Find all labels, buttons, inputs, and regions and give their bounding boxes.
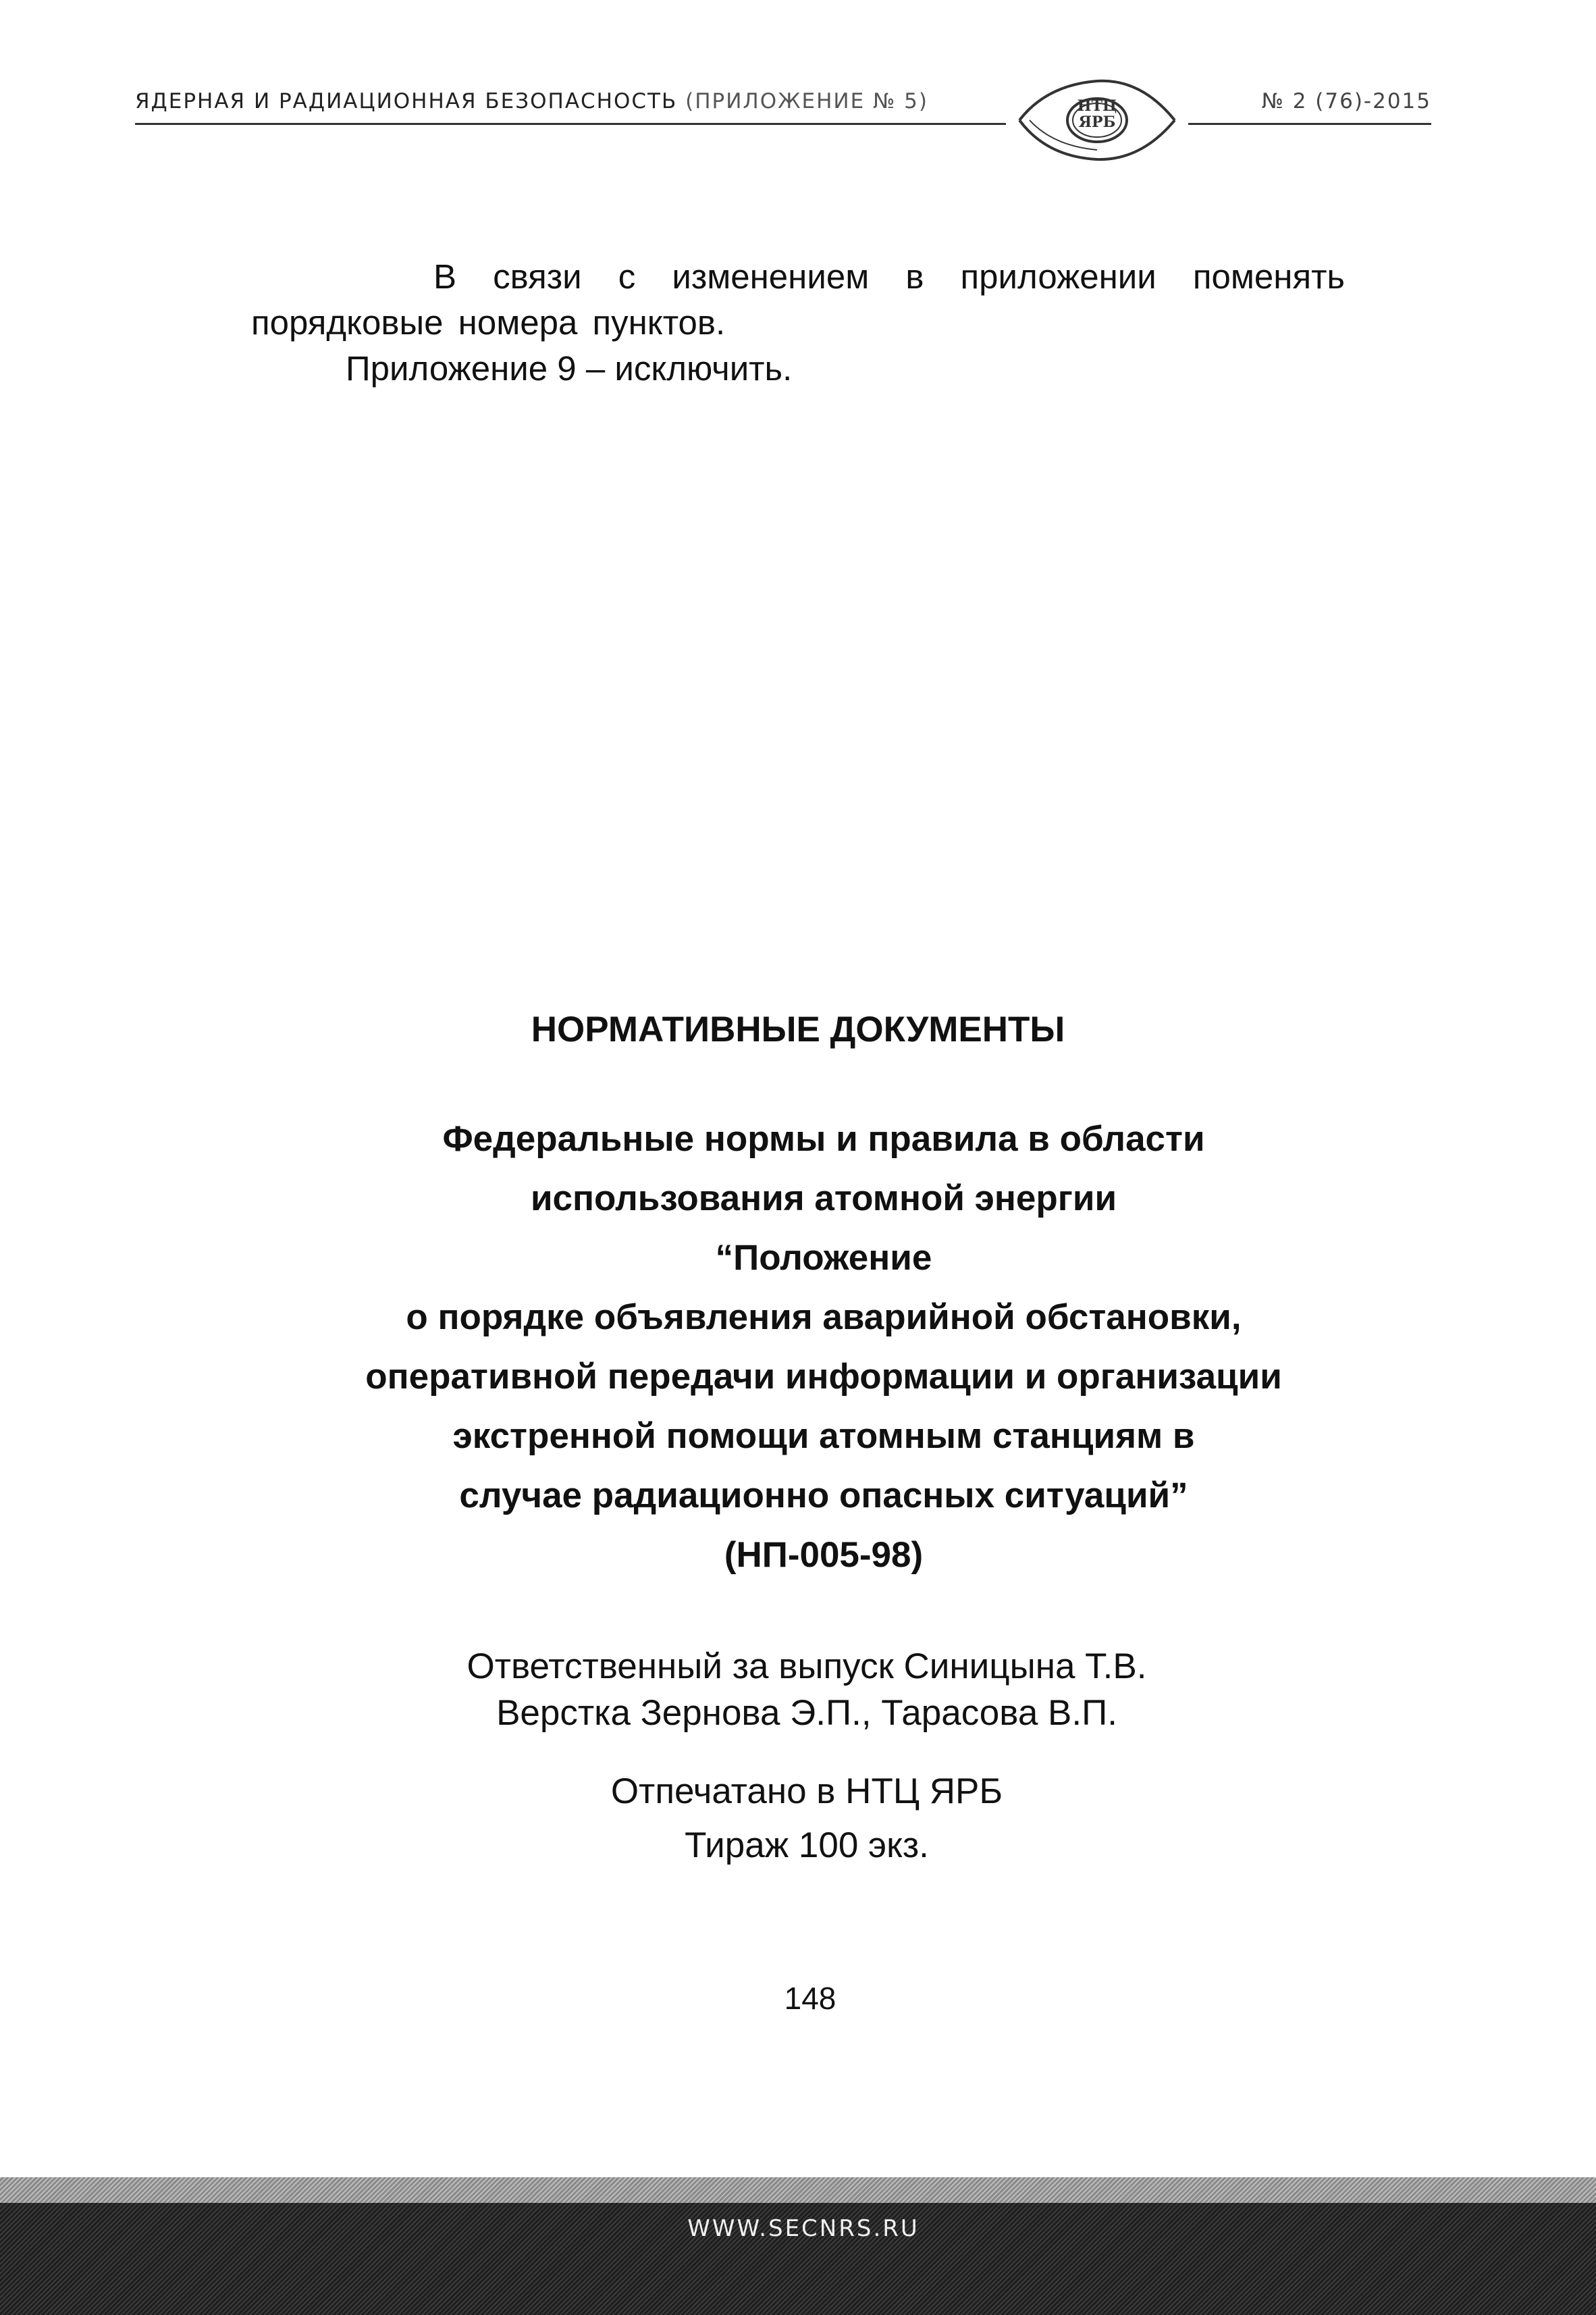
journal-title [135, 89, 928, 113]
page-number: 148 [784, 1981, 836, 2016]
circulation: Тираж 100 экз. [685, 1825, 929, 1865]
issue-number: № 2 (76)-2015 [1261, 89, 1431, 113]
intro-paragraph-1: В связи с изменением в приложении поменять порядковые номера пунктов. [251, 257, 1345, 342]
document-title [223, 1110, 1425, 1585]
intro-paragraph-2: Приложение 9 – исключить. [346, 349, 793, 388]
document-title-line: Федеральные нормы и правила в области [442, 1119, 1205, 1159]
printed-at: Отпечатано в НТЦ ЯРБ [610, 1771, 1003, 1811]
footer-stripe [0, 2177, 1596, 2203]
responsible-editor: Ответственный за выпуск Синицына Т.В. [467, 1646, 1147, 1686]
document-title-line: оперативной передачи информации и организации [365, 1357, 1282, 1397]
page-header [135, 80, 1431, 154]
document-code: (НП-005-98) [724, 1535, 924, 1575]
logo-text: ЯРБ [1078, 113, 1116, 131]
layout-credits: Верстка Зернова Э.П., Тарасова В.П. [496, 1693, 1117, 1733]
print-info [0, 1765, 1596, 1873]
document-title-line: случае радиационно опасных ситуаций” [459, 1476, 1188, 1515]
credits [0, 1643, 1596, 1736]
document-title-line: “Положение [715, 1238, 932, 1278]
logo-small-text: НТЦ [1077, 97, 1117, 115]
footer-url: WWW.SECNRS.RU [687, 2215, 920, 2242]
journal-name: ЯДЕРНАЯ И РАДИАЦИОННАЯ БЕЗОПАСНОСТЬ [135, 89, 678, 113]
page-footer [0, 2177, 1596, 2315]
document-title-line: экстренной помощи атомным станциям в [452, 1416, 1195, 1456]
intro-text [251, 254, 1345, 392]
supplement-label: (ПРИЛОЖЕНИЕ № 5) [685, 89, 928, 113]
section-heading: НОРМАТИВНЫЕ ДОКУМЕНТЫ [531, 1010, 1065, 1049]
document-title-line: использования атомной энергии [530, 1178, 1117, 1218]
journal-logo [1006, 72, 1188, 166]
header-rule [135, 123, 1431, 125]
document-title-line: о порядке объявления аварийной обстановки, [406, 1297, 1242, 1337]
